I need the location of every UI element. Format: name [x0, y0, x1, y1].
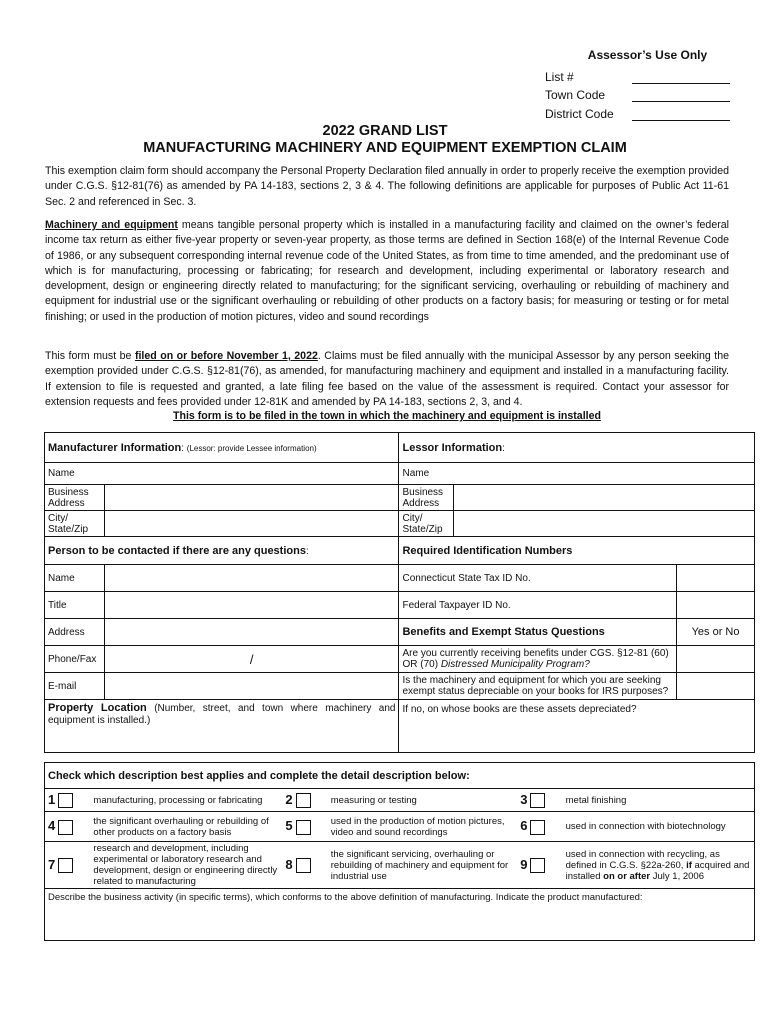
benefits-q1-text: Are you currently receiving benefits under CGS. §12-81 (60) OR (70) — [402, 648, 669, 670]
contact-name-label: Name — [45, 565, 105, 592]
manufacturer-name-field[interactable] — [45, 463, 399, 485]
assessor-use-only — [545, 48, 730, 121]
describe-prompt: Describe the business activity (in specific terms), which conforms to the above definition of manufacturing. Indicate the product manufactured: — [48, 892, 643, 903]
option-2-checkbox[interactable] — [296, 793, 311, 808]
form-title — [0, 123, 770, 157]
definition-paragraph — [45, 218, 729, 325]
benefits-heading-cell — [399, 619, 677, 646]
filing-post: . Claims must be filed annually with the municipal Assessor by any person seeking the exemption provided under C.G.S. §12-81(76), as amended, for manufacturing machinery and equipment and installed in a manufacturing facility. If extension to file is requested and granted, a late filing fee based on the value of the assessment is required. Contact your assessor for extension requests and fees provided under 12-81K and amended by PA 14-183, sections 2, 3, and 4. — [45, 350, 730, 408]
option-3-text: metal finishing — [563, 789, 755, 812]
option-3-checkbox[interactable] — [530, 793, 545, 808]
manufacturer-note: (Lessor: provide Lessee information) — [186, 443, 317, 453]
lessor-address-label: Business Address — [399, 485, 454, 511]
manufacturer-heading: Manufacturer Information — [48, 441, 182, 454]
contact-email-label: E-mail — [45, 673, 105, 700]
benefits-q2: Is the machinery and equipment for which you are seeking exempt status depreciable on your books for IRS purposes? — [399, 673, 677, 700]
list-number-field[interactable] — [632, 71, 730, 84]
manufacturer-address-label: Business Address — [45, 485, 105, 511]
town-code-field[interactable] — [632, 89, 730, 102]
option-8-number: 8 — [285, 856, 293, 872]
option-5-text: used in the production of motion pictures, video and sound recordings — [328, 812, 517, 842]
benefits-q2-answer[interactable] — [677, 673, 755, 700]
benefits-heading: Benefits and Exempt Status Questions — [402, 626, 605, 638]
option-8-checkbox[interactable] — [296, 858, 311, 873]
ct-tax-id-label: Connecticut State Tax ID No. — [399, 565, 677, 592]
option-2-text: measuring or testing — [328, 789, 517, 812]
manufacturer-heading-cell: Manufacturer Information: (Lessor: provide Lessee information) — [45, 433, 399, 463]
option-9-post: July 1, 2006 — [650, 870, 704, 882]
option-3 — [517, 789, 562, 812]
check-heading: Check which description best applies and complete the detail description below: — [48, 769, 470, 782]
contact-address-field[interactable] — [104, 619, 399, 646]
option-7-text: research and development, including experimental or laboratory research and development, design or engineering directly related to manufacturing — [90, 842, 282, 889]
option-4-number: 4 — [48, 818, 56, 833]
lessor-heading-cell: Lessor Information: — [399, 433, 755, 463]
contact-title-field[interactable] — [104, 592, 399, 619]
option-1 — [45, 789, 91, 812]
yes-no-header: Yes or No — [677, 619, 755, 646]
option-4-checkbox[interactable] — [58, 820, 73, 835]
option-9-number: 9 — [520, 856, 528, 872]
lessor-city-label: City/ State/Zip — [399, 511, 454, 537]
benefits-q3-field[interactable] — [399, 700, 755, 753]
phone-fax-separator: / — [249, 651, 254, 667]
filing-pre: This form must be — [45, 350, 135, 362]
list-number-label: List # — [545, 69, 574, 84]
filing-paragraph — [45, 349, 729, 410]
option-6 — [517, 812, 562, 842]
contact-title-label: Title — [45, 592, 105, 619]
option-6-number: 6 — [520, 818, 528, 833]
option-8 — [282, 842, 327, 889]
main-info-table — [44, 432, 755, 753]
contact-address-label: Address — [45, 619, 105, 646]
lessor-address-field[interactable] — [454, 485, 755, 511]
option-4-text: the significant overhauling or rebuilding of other products on a factory basis — [90, 812, 282, 842]
option-6-text: used in connection with biotechnology — [563, 812, 755, 842]
contact-phone-label: Phone/Fax — [45, 646, 105, 673]
ids-heading: Required Identification Numbers — [402, 544, 573, 557]
filing-deadline: filed on or before November 1, 2022 — [134, 350, 318, 362]
contact-phone-field[interactable] — [104, 646, 399, 673]
property-text: (Number, street, and town where machinery and equipment is installed.) — [48, 703, 396, 726]
option-1-text: manufacturing, processing or fabricating — [90, 789, 282, 812]
benefits-q3: If no, on whose books are these assets depreciated? — [402, 704, 637, 715]
district-code-field[interactable] — [632, 108, 730, 121]
option-9-mid: acquired and installed — [565, 859, 750, 882]
option-9-on-or-after: on or after — [603, 870, 651, 882]
ids-heading-cell — [399, 537, 755, 565]
district-code-label: District Code — [545, 106, 614, 121]
ct-tax-id-field[interactable] — [677, 565, 755, 592]
intro-paragraph: This exemption claim form should accompany the Personal Property Declaration filed annually in order to properly receive the exemption provided under C.G.S. §12-81(76) as amended by PA 14-183, sections 2, 3 & 4. The following definitions are applicable for purposes of Public Act 11-61 Sec. 2 and referenced in Sec. 3. — [45, 165, 729, 208]
contact-heading: Person to be contacted if there are any questions — [48, 544, 306, 557]
option-5-number: 5 — [285, 818, 293, 833]
benefits-q1-program: Distressed Municipality Program? — [440, 659, 590, 670]
option-9-if: if — [686, 859, 692, 871]
fed-tax-id-label: Federal Taxpayer ID No. — [399, 592, 677, 619]
option-3-number: 3 — [520, 791, 528, 807]
definition-text: means tangible personal property which is installed in a manufacturing facility and claimed on the owner’s federal income tax return as either five-year property or seven-year property, as those terms are defined in Section 168(e) of the Internal Revenue Code of 1986, or any subsequent corresponding internal revenue code of the United States, as from time to time amended, and the predominant use of which is for manufacturing, processing or fabricating; for research and development, including experimental or laboratory research and development, design or engineering directly related to manufacturing; for the significant servicing, overhauling or rebuilding of machinery and equipment for industrial use or the significant overhauling or rebuilding of other products on a factory basis; for measuring or testing or for metal finishing; or used in the production of motion pictures, video and sound recordings — [45, 219, 729, 323]
lessor-name-label: Name — [402, 468, 430, 479]
town-note: This form is to be filed in the town in which the machinery and equipment is installed — [173, 410, 601, 422]
option-2 — [282, 789, 327, 812]
contact-heading-cell: Person to be contacted if there are any questions: — [45, 537, 399, 565]
option-7 — [45, 842, 91, 889]
title-line-2: MANUFACTURING MACHINERY AND EQUIPMENT EXEMPTION CLAIM — [143, 140, 627, 156]
lessor-name-field[interactable] — [399, 463, 755, 485]
option-1-number: 1 — [48, 791, 56, 807]
option-2-number: 2 — [285, 791, 293, 807]
town-code-label: Town Code — [545, 88, 606, 102]
option-4 — [45, 812, 91, 842]
option-9-checkbox[interactable] — [530, 858, 545, 873]
definition-term: Machinery and equipment — [45, 219, 178, 231]
lessor-heading: Lessor Information — [402, 441, 503, 454]
contact-name-field[interactable] — [104, 565, 399, 592]
business-description-field[interactable] — [45, 889, 755, 941]
option-8-text: the significant servicing, overhauling or rebuilding of machinery and equipment for industrial use — [328, 842, 517, 889]
option-5-checkbox[interactable] — [296, 820, 311, 835]
option-5 — [282, 812, 327, 842]
fed-tax-id-field[interactable] — [677, 592, 755, 619]
description-checklist — [44, 762, 755, 941]
option-6-checkbox[interactable] — [530, 820, 545, 835]
option-9 — [517, 842, 562, 889]
property-location-field[interactable] — [45, 700, 399, 753]
benefits-q1 — [399, 646, 677, 673]
option-7-checkbox[interactable] — [58, 858, 73, 873]
title-line-1: 2022 GRAND LIST — [322, 123, 448, 139]
property-heading: Property Location — [48, 702, 147, 714]
option-1-checkbox[interactable] — [58, 793, 73, 808]
manufacturer-city-label: City/ State/Zip — [45, 511, 105, 537]
manufacturer-city-field[interactable] — [104, 511, 399, 537]
contact-email-field[interactable] — [104, 673, 399, 700]
option-9-pre: used in connection with recycling, as defined in C.G.S. §22a-260, — [565, 848, 720, 871]
benefits-q1-answer[interactable] — [677, 646, 755, 673]
manufacturer-name-label: Name — [48, 468, 75, 479]
option-9-text — [563, 842, 755, 889]
assessor-heading: Assessor’s Use Only — [587, 48, 708, 62]
manufacturer-address-field[interactable] — [104, 485, 399, 511]
option-7-number: 7 — [48, 856, 56, 872]
lessor-city-field[interactable] — [454, 511, 755, 537]
